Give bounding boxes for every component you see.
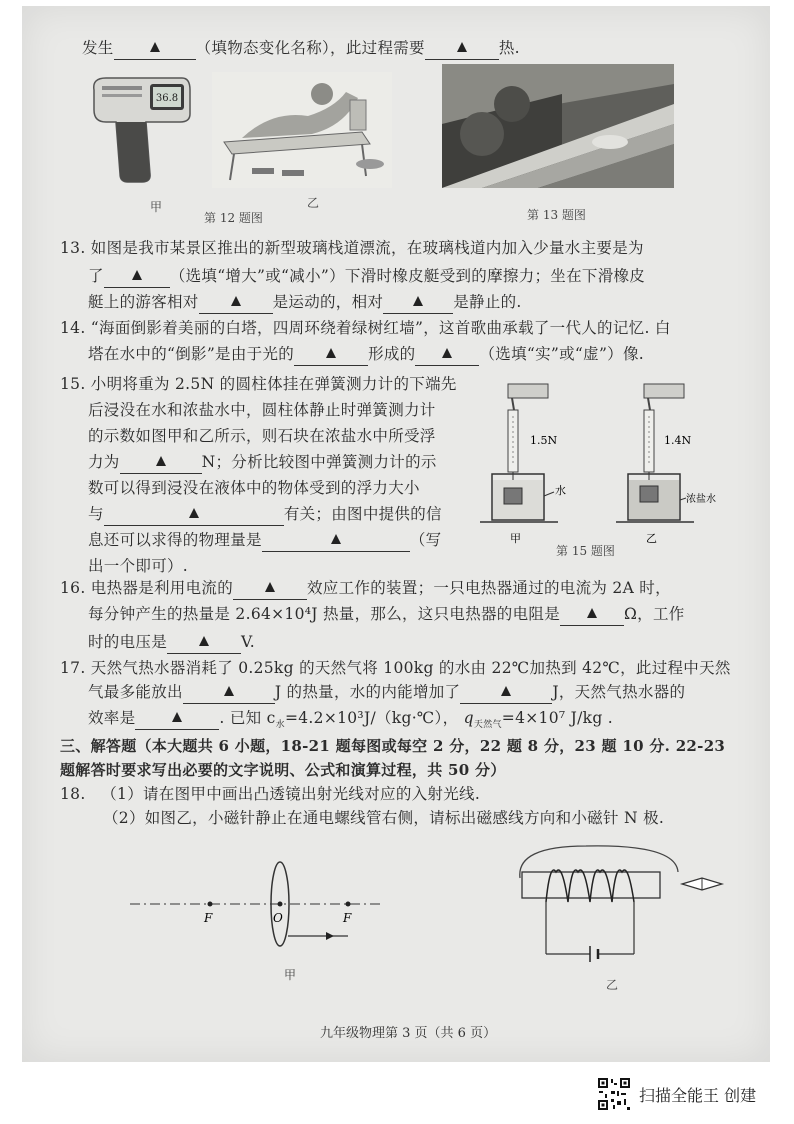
fig-label-yi: 乙 — [646, 532, 657, 545]
q17-text: 效率是 — [88, 709, 136, 727]
q16-line-2 — [88, 604, 685, 625]
q-symbol: q — [463, 709, 474, 727]
answer-blank — [460, 683, 552, 704]
focal-point-left: F — [204, 911, 213, 925]
q15-caption: 第 15 题图 — [556, 544, 615, 558]
thermometer-reading: 36.8 — [155, 93, 179, 104]
scanner-app-watermark: 扫描全能王 创建 — [639, 1086, 757, 1105]
triangle-marker-icon — [189, 508, 199, 518]
q14-text: 塔在水中的“倒影”是由于光的 — [88, 345, 295, 363]
q17-line-1 — [60, 658, 731, 678]
triangle-marker-icon — [331, 534, 341, 544]
answer-blank — [199, 293, 273, 314]
q13-text: 了 — [88, 267, 104, 285]
answer-blank — [383, 293, 453, 314]
q17-text: J 的热量，水的内能增加了 — [274, 683, 461, 701]
q14-text: “海面倒影着美丽的白塔，四周环绕着绿树红墙”，这首歌曲承载了一代人的记忆. 白 — [90, 319, 671, 337]
q16-text: 每分钟产生的热量是 2.64×10⁴J 热量，那么，这只电热器的电阻是 — [88, 605, 561, 623]
q15-text: 数可以得到浸没在液体中的物体受到的浮力大小 — [88, 479, 420, 497]
triangle-marker-icon — [442, 348, 452, 358]
q16-text: 效应工作的装置；一只电热器通过的电流为 2A 时， — [307, 579, 671, 597]
q13-line-1 — [60, 238, 644, 258]
answer-blank — [120, 453, 202, 474]
q16-text: V. — [241, 633, 256, 651]
solenoid-diagram — [506, 842, 728, 972]
q18-line-1 — [60, 784, 480, 804]
q17-text: 天然气热水器消耗了 0.25kg 的天然气将 100kg 的水由 22℃加热到 42℃，此过程中天然 — [90, 659, 731, 677]
page-number: 九年级物理第 3 页（共 6 页） — [320, 1026, 497, 1041]
q17-text: =4×10⁷ J/kg . — [501, 709, 614, 727]
q13-text: 如图是我市某景区推出的新型玻璃栈道漂流，在玻璃栈道内加入少量水主要是为 — [90, 239, 644, 257]
q16-text: Ω，工作 — [624, 605, 685, 623]
q15-text: 息还可以求得的物理量是 — [88, 531, 262, 549]
q12-text-start: 发生 — [82, 39, 114, 57]
triangle-marker-icon — [224, 686, 234, 696]
q16-line-1 — [60, 578, 671, 599]
triangle-marker-icon — [501, 686, 511, 696]
q13-text: 是静止的. — [453, 293, 522, 311]
q13-text: 艇上的游客相对 — [88, 293, 199, 311]
q17-text: . 已知 c — [219, 709, 276, 727]
q18-text: （1）请在图甲中画出凸透镜出射光线对应的入射光线. — [101, 785, 481, 803]
subscript-gas: 天然气 — [473, 720, 502, 731]
q16-line-3 — [88, 632, 255, 653]
reading-jia: 1.5N — [530, 434, 558, 447]
q15-line-6 — [88, 504, 442, 525]
water-label: 水 — [555, 484, 566, 497]
q18-label-yi: 乙 — [606, 978, 619, 992]
answer-blank — [114, 39, 196, 60]
brine-label: 浓盐水 — [686, 494, 716, 505]
answer-blank — [104, 267, 170, 288]
question-number: 16. — [60, 579, 86, 597]
answer-blank — [262, 531, 410, 552]
q14-line-1 — [60, 318, 671, 338]
triangle-marker-icon — [132, 270, 142, 280]
focal-point-right: F — [343, 911, 352, 925]
q15-text: 力为 — [88, 453, 120, 471]
q12-line — [82, 38, 520, 59]
glass-slide-photo — [442, 64, 674, 188]
triangle-marker-icon — [156, 456, 166, 466]
fig-label-jia: 甲 — [510, 532, 521, 545]
question-number: 17. — [60, 659, 86, 677]
q12-text-end: 热. — [498, 39, 520, 57]
answer-blank — [104, 505, 284, 526]
answer-blank — [560, 605, 624, 626]
q15-text: 小明将重为 2.5N 的圆柱体挂在弹簧测力计的下端先 — [90, 375, 457, 393]
q17-text: J，天然气热水器的 — [552, 683, 686, 701]
question-number: 14. — [60, 319, 86, 337]
section-heading-cont: 题解答时要求写出必要的文字说明、公式和演算过程，共 50 分） — [60, 761, 506, 779]
answer-blank — [425, 39, 499, 60]
q14-text: （选填“实”或“虚”）像. — [479, 345, 644, 363]
q15-spring-balance-figure — [478, 376, 716, 546]
q12-label-jia: 甲 — [150, 200, 163, 214]
answer-blank — [294, 345, 368, 366]
q12-caption: 第 12 题图 — [204, 211, 263, 225]
q15-text: 与 — [88, 505, 104, 523]
triangle-marker-icon — [172, 712, 182, 722]
question-number: 15. — [60, 375, 86, 393]
answer-blank — [415, 345, 479, 366]
answer-blank — [233, 579, 307, 600]
q18-label-jia: 甲 — [284, 968, 297, 982]
reading-yi: 1.4N — [664, 434, 692, 447]
convex-lens-diagram — [130, 860, 380, 970]
q15-text: 出一个即可）. — [88, 557, 189, 575]
q12-text-mid: （填物态变化名称），此过程需要 — [195, 39, 425, 57]
q16-text: 时的电压是 — [88, 633, 168, 651]
q17-text: =4.2×10³J/（kg·℃）， — [284, 709, 459, 727]
triangle-marker-icon — [326, 348, 336, 358]
q16-text: 电热器是利用电流的 — [90, 579, 233, 597]
q13-text: 是运动的，相对 — [272, 293, 384, 311]
q17-text: 气最多能放出 — [88, 683, 183, 701]
q17-line-2 — [88, 682, 685, 703]
q15-text: 后浸没在水和浓盐水中，圆柱体静止时弹簧测力计 — [88, 401, 436, 419]
q15-line-4 — [88, 452, 437, 473]
triangle-marker-icon — [413, 296, 423, 306]
q15-text: （写 — [409, 531, 442, 549]
optical-center: O — [273, 911, 283, 925]
q15-text: 的示数如图甲和乙所示，则石块在浓盐水中所受浮 — [88, 427, 436, 445]
answer-blank — [135, 709, 219, 730]
triangle-marker-icon — [265, 582, 275, 592]
triangle-marker-icon — [587, 608, 597, 618]
infrared-thermometer-figure — [84, 70, 194, 190]
answer-blank — [167, 633, 241, 654]
triangle-marker-icon — [199, 636, 209, 646]
q18-text: （2）如图乙，小磁针静止在通电螺线管右侧，请标出磁感线方向和小磁针 N 极. — [103, 809, 665, 827]
triangle-marker-icon — [231, 296, 241, 306]
answer-blank — [183, 683, 275, 704]
q15-line-1 — [60, 374, 457, 394]
q15-line-7 — [88, 530, 441, 551]
triangle-marker-icon — [457, 42, 467, 52]
subscript-water: 水 — [275, 720, 285, 731]
q13-line-3 — [88, 292, 522, 313]
q15-text: 有关；由图中提供的信 — [283, 505, 442, 523]
q15-text: N；分析比较图中弹簧测力计的示 — [201, 453, 437, 471]
resting-person-figure — [212, 72, 392, 188]
q14-line-2 — [88, 344, 644, 365]
triangle-marker-icon — [150, 42, 160, 52]
qr-code-icon — [597, 1077, 631, 1111]
q17-line-3 — [88, 708, 613, 735]
section-heading: 三、解答题（本大题共 6 小题，18-21 题每图或每空 2 分，22 题 8 分，23 题 10 分. 22-23 — [60, 737, 726, 755]
q14-text: 形成的 — [368, 345, 416, 363]
q13-text: （选填“增大”或“减小”）下滑时橡皮艇受到的摩擦力；坐在下滑橡皮 — [169, 267, 646, 285]
question-number: 13. — [60, 239, 86, 257]
question-number: 18. — [60, 785, 86, 803]
q13-caption: 第 13 题图 — [527, 208, 586, 222]
q12-label-yi: 乙 — [307, 196, 320, 210]
q13-line-2 — [88, 266, 645, 287]
